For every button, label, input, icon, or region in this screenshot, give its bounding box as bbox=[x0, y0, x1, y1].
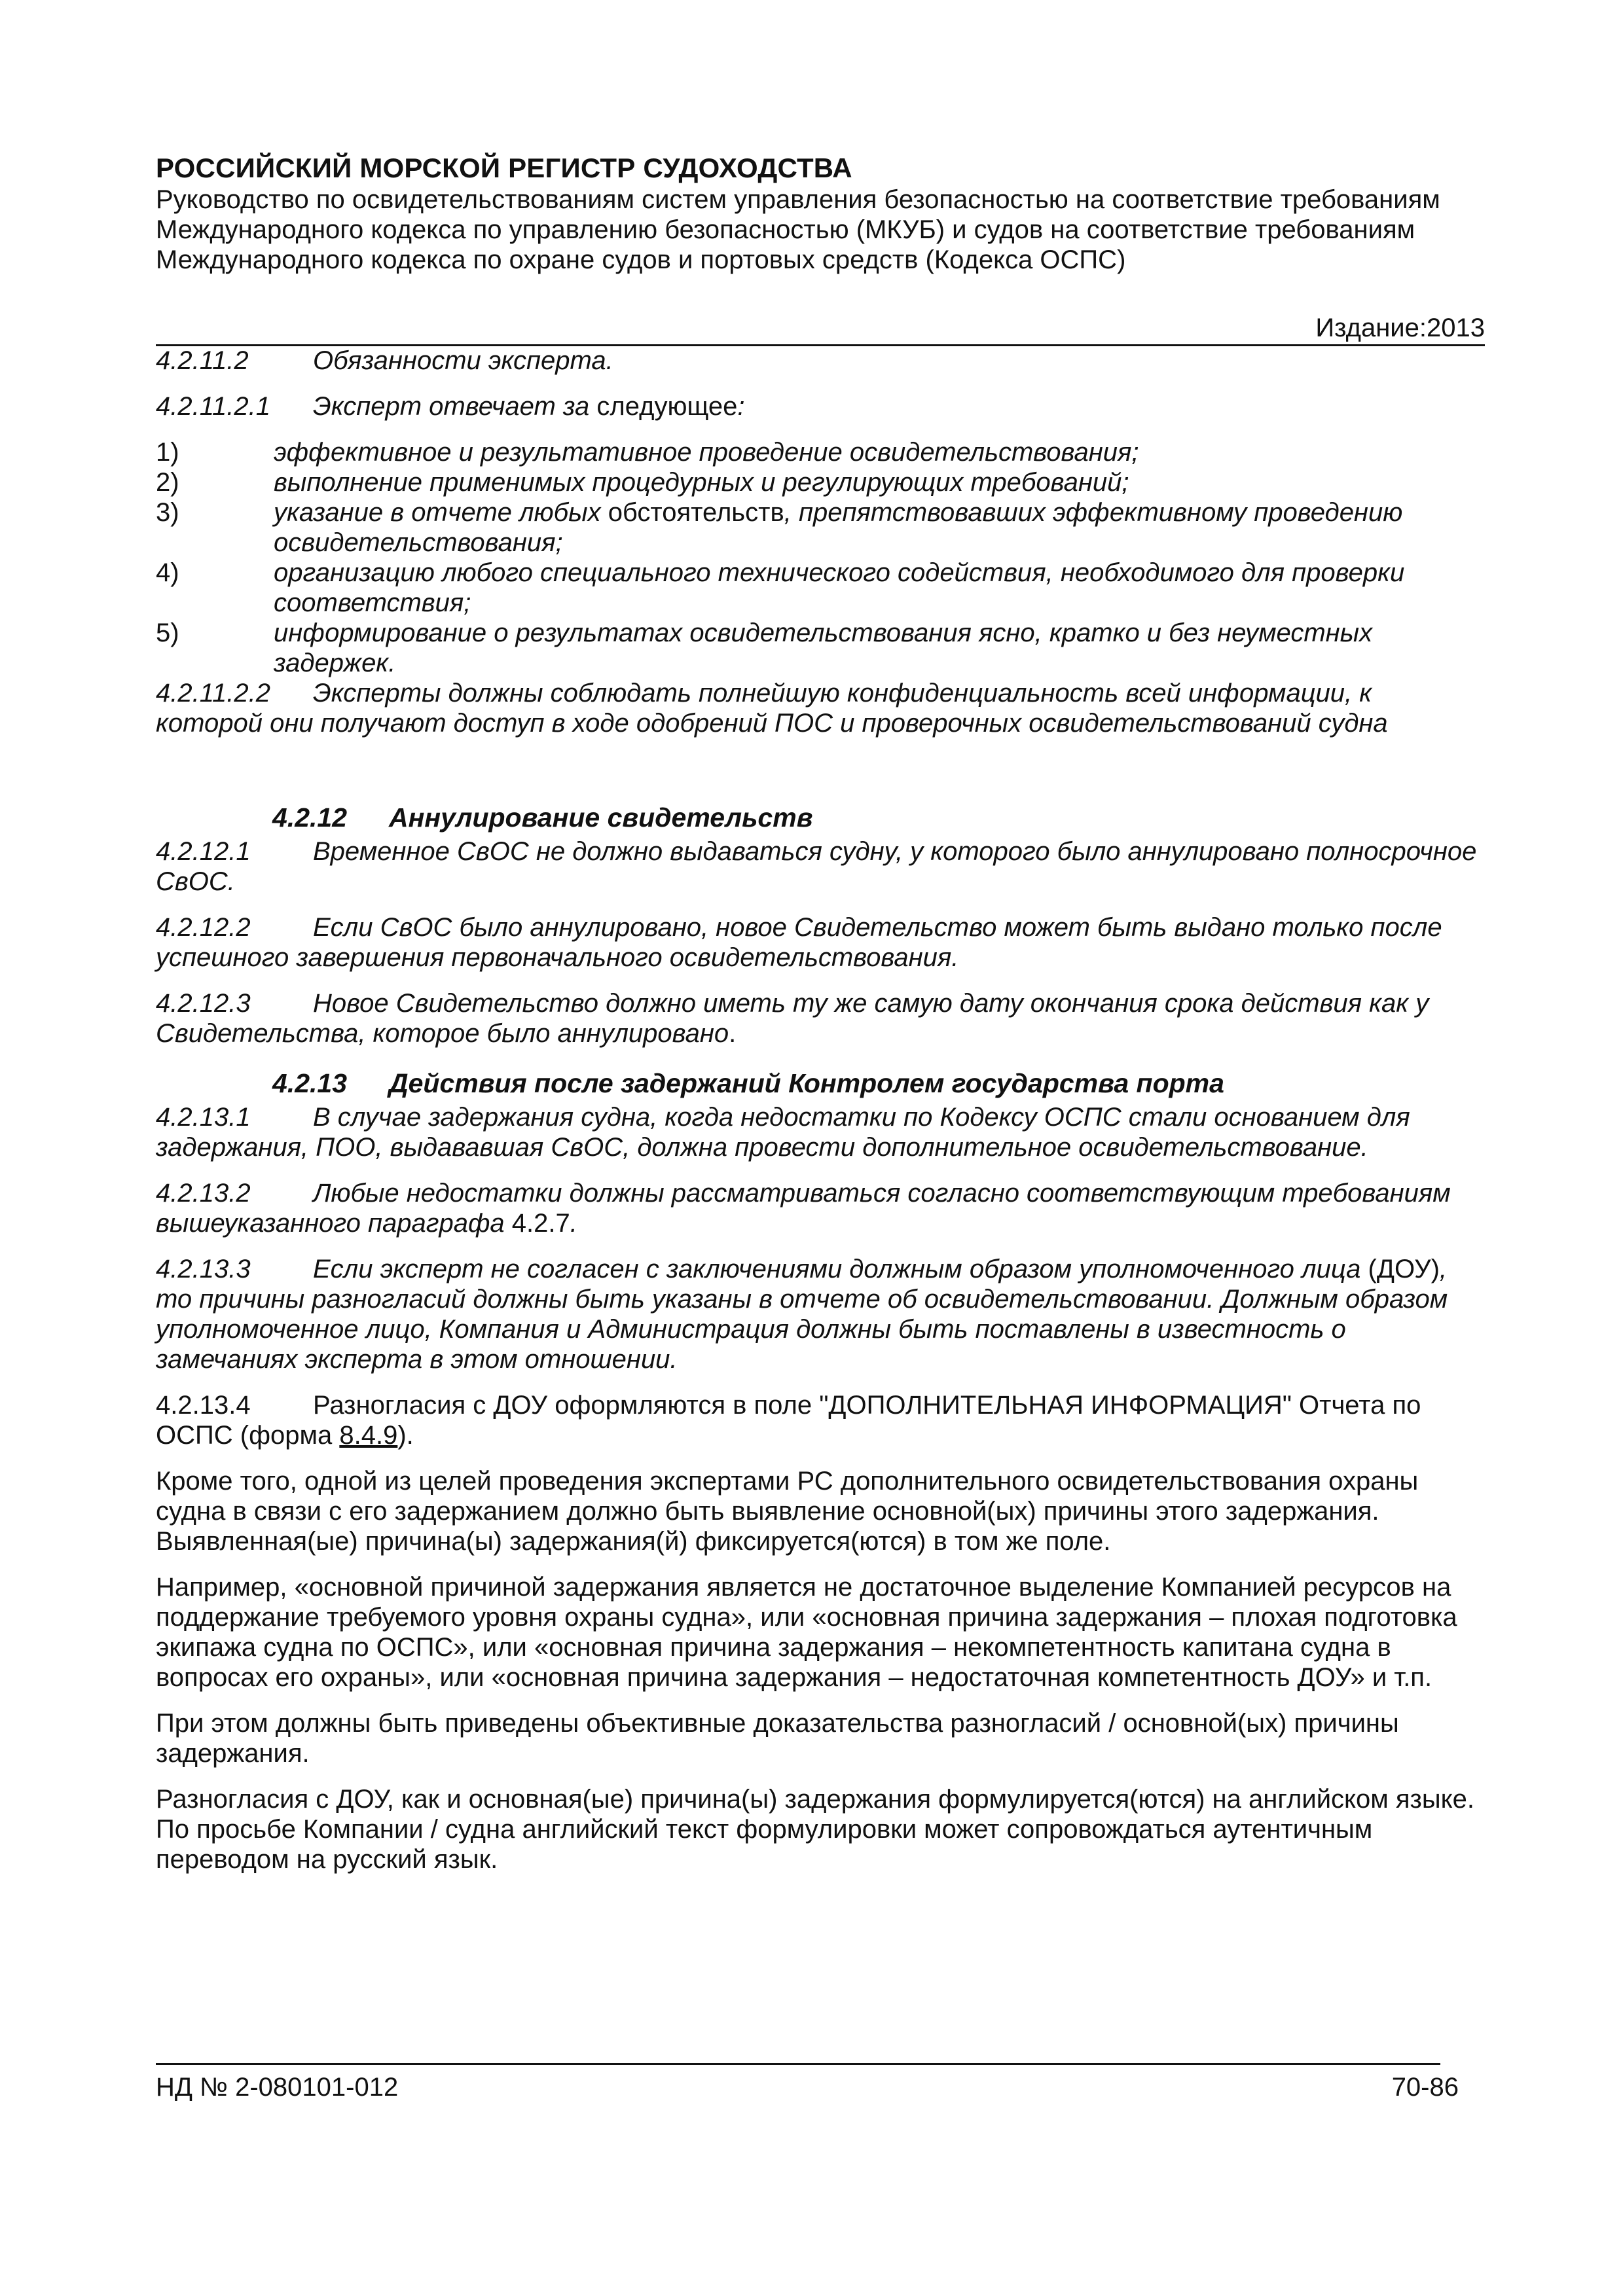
clause-number: 4.2.13.2 bbox=[156, 1179, 251, 1208]
clause-4-2-11-2 bbox=[156, 346, 1485, 376]
paragraph: Разногласия с ДОУ, как и основная(ые) причина(ы) задержания формулируется(ются) на английском языке. По просьбе Компании / судна английский текст формулировки может сопровождаться аутентичным переводом на русский язык. bbox=[156, 1785, 1474, 1874]
duties-list bbox=[156, 437, 1485, 678]
list-item-number: 4) bbox=[156, 558, 179, 587]
clause-number: 4.2.12.3 bbox=[156, 989, 251, 1018]
clause-text: Эксперты должны соблюдать полнейшую конфиденциальность всей информации, к которой они получают доступ в ходе одобрений ПОС и проверочных освидетельствований судна bbox=[156, 679, 1388, 738]
clause-4-2-12-3 bbox=[156, 988, 1485, 1049]
list-item-number: 2) bbox=[156, 468, 179, 497]
section-heading-4-2-13 bbox=[156, 1068, 1485, 1098]
paragraph: При этом должны быть приведены объективные доказательства разногласий / основной(ых) причины задержания. bbox=[156, 1709, 1399, 1768]
clause-end: . bbox=[729, 1019, 737, 1048]
clause-text-part: : bbox=[737, 392, 745, 421]
list-item-text bbox=[274, 497, 1485, 558]
clause-text: Обязанности эксперта. bbox=[313, 346, 613, 375]
document-body bbox=[156, 346, 1485, 1874]
clause-text: Если СвОС было аннулировано, новое Свидетельство может быть выдано только после успешного завершения первоначального освидетельствования. bbox=[156, 913, 1442, 972]
clause-number: 4.2.13.4 bbox=[156, 1391, 251, 1420]
paragraph: Например, «основной причиной задержания является не достаточное выделение Компанией ресурсов на поддержание требуемого уровня охраны судна», или «основная причина задержания – плохая подготовка экипажа судна по ОСПС», или «основная причина задержания – некомпетентность капитана судна в вопросах его охраны», или «основная причина задержания – недостаточная компетентность ДОУ» и т.п. bbox=[156, 1573, 1457, 1692]
list-item bbox=[156, 467, 1485, 497]
section-number: 4.2.13 bbox=[272, 1068, 347, 1098]
list-item-text-part: , препятствовавших эффективному проведению освидетельствования; bbox=[274, 498, 1403, 557]
page-number: 70-86 bbox=[1391, 2073, 1459, 2102]
clause-number: 4.2.12.2 bbox=[156, 913, 251, 942]
clause-text: В случае задержания судна, когда недостатки по Кодексу ОСПС стали основанием для задержания, ПОО, выдававшая СвОС, должна провести дополнительное освидетельствование. bbox=[156, 1103, 1410, 1162]
list-item bbox=[156, 558, 1485, 618]
clause-text: Любые недостатки должны рассматриваться согласно соответствующим требованиям вышеуказанного параграфа bbox=[156, 1179, 1451, 1238]
list-item bbox=[156, 437, 1485, 467]
list-item-text-part: обстоятельств bbox=[608, 498, 784, 527]
paragraph: Кроме того, одной из целей проведения экспертами РС дополнительного освидетельствования охраны судна в связи с его задержанием должно быть выявление основной(ых) причины этого задержания. Выявленная(ые) причина(ы) задержания(й) фиксируется(ются) в том же поле. bbox=[156, 1467, 1419, 1556]
document-title: Руководство по освидетельствованиям систем управления безопасностью на соответствие требованиям Международного кодекса по управлению безопасностью (МКУБ) и судов на соответствие требованиям Международного кодекса по охране судов и портовых средств (Кодекса ОСПС) bbox=[156, 185, 1440, 274]
clause-4-2-11-2-1 bbox=[156, 391, 1485, 422]
edition-label: Издание:2013 bbox=[1315, 314, 1485, 342]
page-header bbox=[156, 152, 1485, 275]
list-item-text: выполнение применимых процедурных и регулирующих требований; bbox=[274, 468, 1129, 497]
clause-number: 4.2.11.2.2 bbox=[156, 679, 270, 708]
clause-number: 4.2.11.2 bbox=[156, 346, 249, 375]
clause-4-2-13-4 bbox=[156, 1390, 1485, 1450]
list-item-number: 5) bbox=[156, 619, 179, 647]
clause-reference: 4.2.7 bbox=[511, 1209, 570, 1238]
section-title: Действия после задержаний Контролем государства порта bbox=[389, 1068, 1224, 1098]
list-item-text: организацию любого специального технического содействия, необходимого для проверки соответствия; bbox=[274, 558, 1405, 617]
list-item-text: эффективное и результативное проведение освидетельствования; bbox=[274, 438, 1139, 467]
clause-end: . bbox=[570, 1209, 577, 1238]
clause-number: 4.2.11.2.1 bbox=[156, 392, 270, 421]
clause-4-2-11-2-2 bbox=[156, 678, 1485, 738]
list-item bbox=[156, 618, 1485, 678]
clause-text: Новое Свидетельство должно иметь ту же самую дату окончания срока действия как у Свидетельства, которое было аннулировано bbox=[156, 989, 1429, 1048]
clause-number: 4.2.12.1 bbox=[156, 837, 251, 866]
section-number: 4.2.12 bbox=[272, 802, 347, 833]
clause-4-2-12-2 bbox=[156, 912, 1485, 973]
footer-divider bbox=[156, 2063, 1440, 2065]
list-item-number: 1) bbox=[156, 438, 179, 467]
clause-text-part: Разногласия с ДОУ оформляются в поле "ДОПОЛНИТЕЛЬНАЯ ИНФОРМАЦИЯ" Отчета по ОСПС (форма bbox=[156, 1391, 1421, 1450]
list-item-text: информирование о результатах освидетельствования ясно, кратко и без неуместных задержек. bbox=[274, 619, 1373, 677]
clause-text-part: следующее bbox=[596, 392, 738, 421]
form-link[interactable]: 8.4.9 bbox=[339, 1421, 398, 1450]
list-item bbox=[156, 497, 1485, 558]
clause-number: 4.2.13.3 bbox=[156, 1255, 251, 1283]
list-item-number: 3) bbox=[156, 498, 179, 527]
clause-4-2-13-3 bbox=[156, 1254, 1485, 1374]
clause-4-2-12-1 bbox=[156, 836, 1485, 897]
organization-name: РОССИЙСКИЙ МОРСКОЙ РЕГИСТР СУДОХОДСТВА bbox=[156, 152, 852, 183]
document-number: НД № 2-080101-012 bbox=[156, 2073, 399, 2102]
list-item-text-part: указание в отчете любых bbox=[274, 498, 608, 527]
clause-4-2-13-1 bbox=[156, 1102, 1485, 1162]
clause-number: 4.2.13.1 bbox=[156, 1103, 251, 1132]
section-title: Аннулирование свидетельств bbox=[389, 802, 813, 833]
clause-text-part: Эксперт отвечает за bbox=[313, 392, 597, 421]
section-heading-4-2-12 bbox=[156, 802, 1485, 833]
clause-text-part: Если эксперт не согласен с заключениями должным образом уполномоченного лица bbox=[313, 1255, 1368, 1283]
clause-text-part: , то причины разногласий должны быть указаны в отчете об освидетельствовании. Должным образом уполномоченное лицо, Компания и Администрация должны быть поставлены в известность о замечаниях эксперта в этом отношении. bbox=[156, 1255, 1448, 1374]
clause-4-2-13-2 bbox=[156, 1178, 1485, 1238]
clause-text: Временное СвОС не должно выдаваться судну, у которого было аннулировано полносрочное СвОС. bbox=[156, 837, 1477, 896]
clause-text-part: (ДОУ) bbox=[1368, 1255, 1440, 1283]
clause-text-part: ). bbox=[397, 1421, 414, 1450]
